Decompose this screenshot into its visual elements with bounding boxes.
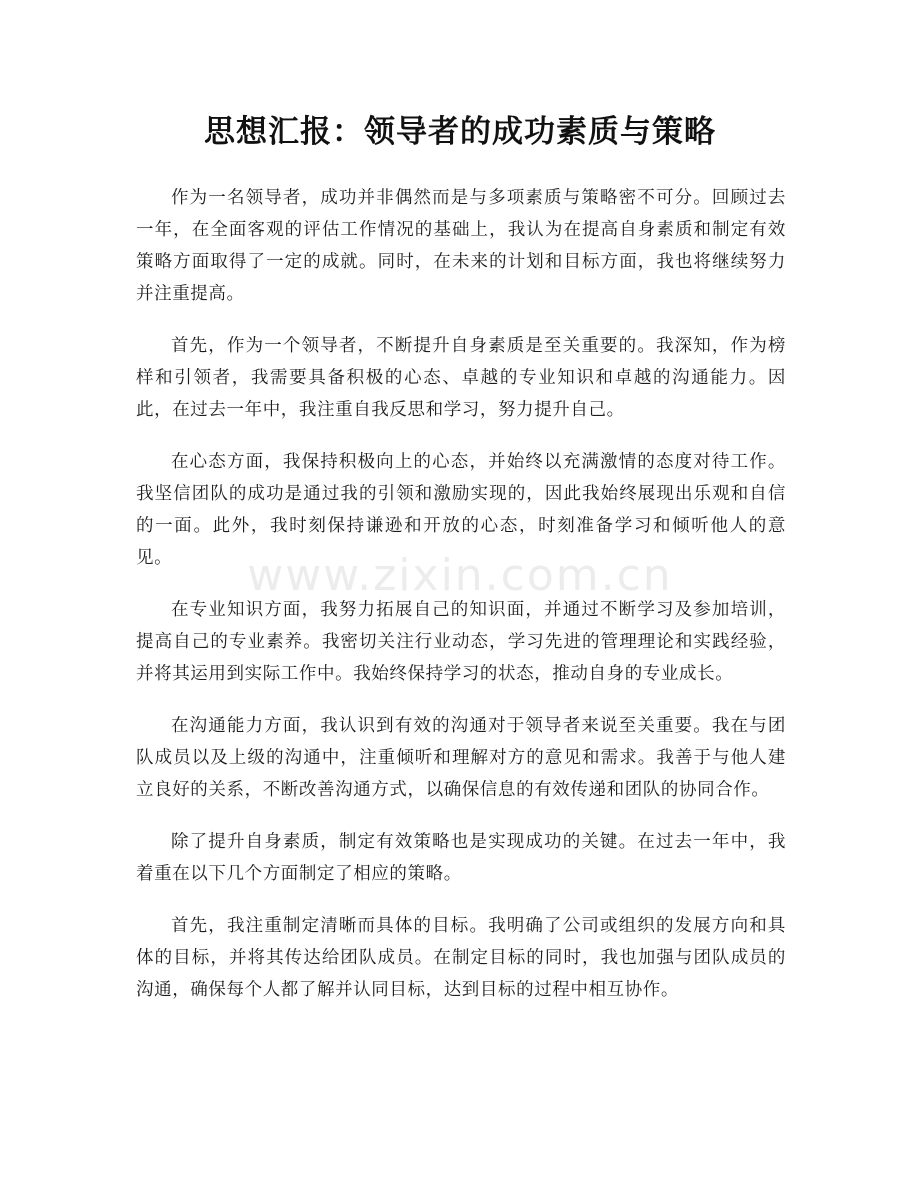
document-title: 思想汇报：领导者的成功素质与策略: [204, 114, 716, 150]
paragraph-3: 在心态方面，我保持积极向上的心态，并始终以充满激情的态度对待工作。我坚信团队的成功是通过我的引领和激励实现的，因此我始终展现出乐观和自信的一面。此外，我时刻保持谦逊和开放的心态，时刻准备学习和倾听他人的意见。: [136, 452, 786, 568]
watermark: www.zixin.com.cn: [247, 550, 673, 601]
paragraph-4: 在专业知识方面，我努力拓展自己的知识面，并通过不断学习及参加培训，提高自己的专业素养。我密切关注行业动态，学习先进的管理理论和实践经验，并将其运用到实际工作中。我始终保持学习的状态，推动自身的专业成长。: [136, 600, 786, 684]
paragraph-5: 在沟通能力方面，我认识到有效的沟通对于领导者来说至关重要。我在与团队成员以及上级的沟通中，注重倾听和理解对方的意见和需求。我善于与他人建立良好的关系，不断改善沟通方式，以确保信息的有效传递和团队的协同合作。: [136, 716, 786, 800]
paragraph-7: 首先，我注重制定清晰而具体的目标。我明确了公司或组织的发展方向和具体的目标，并将其传达给团队成员。在制定目标的同时，我也加强与团队成员的沟通，确保每个人都了解并认同目标，达到目标的过程中相互协作。: [136, 916, 786, 1000]
document-body: [136, 182, 786, 1026]
paragraph-1: 作为一名领导者，成功并非偶然而是与多项素质与策略密不可分。回顾过去一年，在全面客观的评估工作情况的基础上，我认为在提高自身素质和制定有效策略方面取得了一定的成就。同时，在未来的计划和目标方面，我也将继续努力并注重提高。: [136, 188, 786, 304]
paragraph-6: 除了提升自身素质，制定有效策略也是实现成功的关键。在过去一年中，我着重在以下几个方面制定了相应的策略。: [136, 832, 786, 884]
paragraph-2: 首先，作为一个领导者，不断提升自身素质是至关重要的。我深知，作为榜样和引领者，我需要具备积极的心态、卓越的专业知识和卓越的沟通能力。因此，在过去一年中，我注重自我反思和学习，努力提升自己。: [136, 336, 786, 420]
